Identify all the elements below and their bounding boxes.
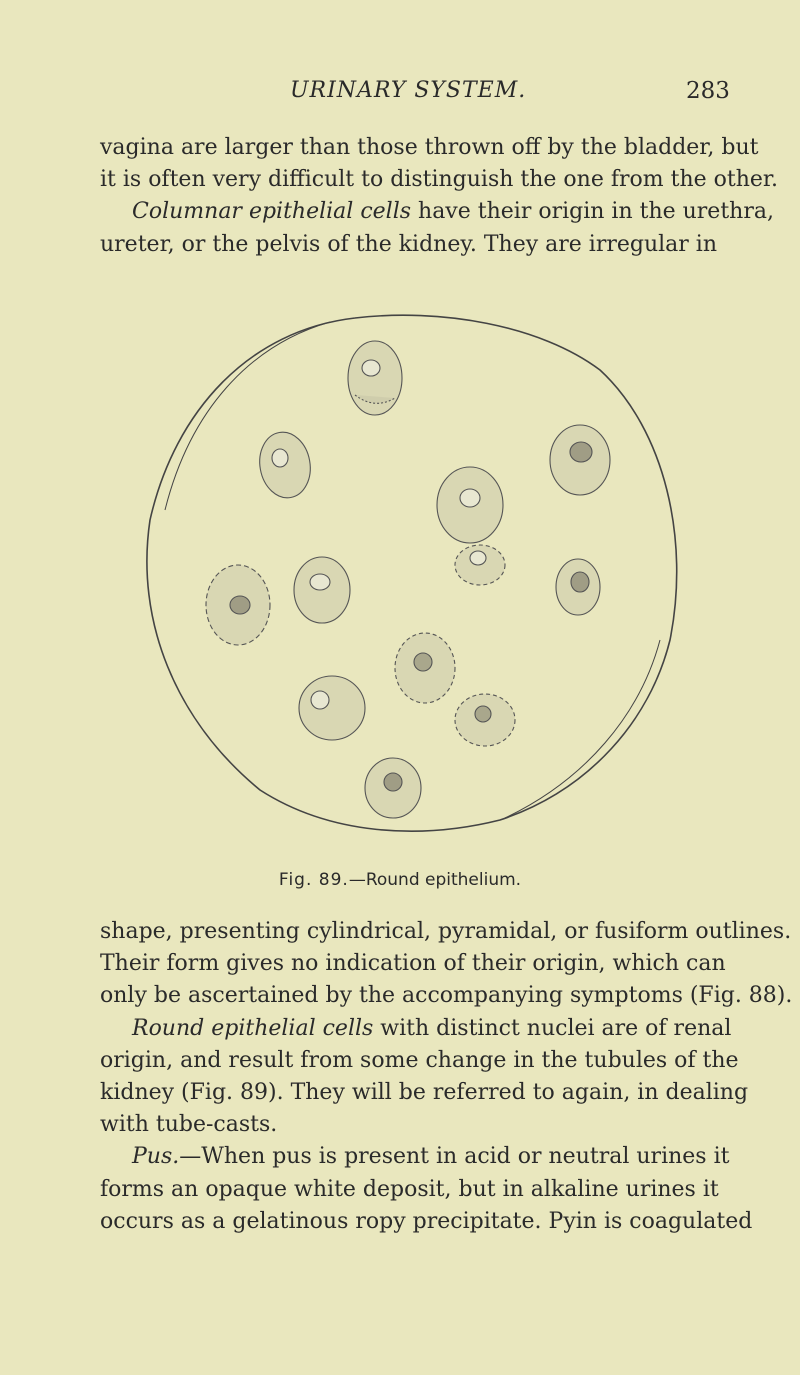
cell-12 bbox=[365, 758, 421, 818]
cell-11 bbox=[455, 694, 515, 746]
cell-6 bbox=[206, 565, 270, 645]
figure-caption-text: —Round epithelium. bbox=[348, 870, 522, 890]
text-line: vagina are larger than those thrown off by the bladder, but bbox=[100, 135, 759, 160]
text-line: ureter, or the pelvis of the kidney. They are irregular in bbox=[100, 231, 717, 257]
cell-1 bbox=[348, 341, 402, 415]
epithelial-cells bbox=[206, 341, 610, 818]
text-line bbox=[100, 1013, 732, 1045]
page-number: 283 bbox=[686, 78, 730, 104]
text-line bbox=[100, 1141, 730, 1173]
text-line: only be ascertained by the accompanying symptoms (Fig. 88). bbox=[100, 983, 793, 1009]
text-line: origin, and result from some change in the tubules of the bbox=[100, 1047, 739, 1073]
text-line: it is often very difficult to distinguish the one from the other. bbox=[100, 167, 779, 193]
text-line: occurs as a gelatinous ropy precipitate. Pyin is coagulated bbox=[100, 1208, 753, 1234]
text-run: —When pus is present in acid or neutral urines it bbox=[179, 1144, 730, 1170]
figure-label: Fig. 89. bbox=[278, 870, 349, 890]
text-run: have their origin in the urethra, bbox=[411, 199, 774, 225]
bottom-paragraph bbox=[100, 916, 793, 1238]
cell-7 bbox=[294, 557, 350, 623]
cell-8 bbox=[556, 559, 600, 615]
italic-term: Round epithelial cells bbox=[132, 1015, 374, 1041]
cell-9 bbox=[395, 633, 455, 703]
cell-4 bbox=[437, 467, 503, 543]
cell-5 bbox=[455, 545, 505, 585]
figure-caption bbox=[0, 870, 800, 890]
italic-term: Columnar epithelial cells bbox=[132, 199, 412, 225]
running-title: URINARY SYSTEM. bbox=[290, 78, 527, 103]
text-line: forms an opaque white deposit, but in alkaline urines it bbox=[100, 1176, 719, 1202]
text-line: with tube-casts. bbox=[100, 1112, 278, 1138]
text-line: kidney (Fig. 89). They will be referred to again, in dealing bbox=[100, 1080, 749, 1106]
italic-term: Pus. bbox=[132, 1144, 180, 1170]
cell-3 bbox=[550, 425, 610, 495]
text-run: with distinct nuclei are of renal bbox=[373, 1015, 732, 1041]
cell-10 bbox=[299, 676, 365, 740]
text-line: Their form gives no indication of their origin, which can bbox=[100, 951, 726, 977]
text-line: shape, presenting cylindrical, pyramidal, or fusiform outlines. bbox=[100, 919, 792, 944]
cell-2 bbox=[255, 428, 316, 502]
